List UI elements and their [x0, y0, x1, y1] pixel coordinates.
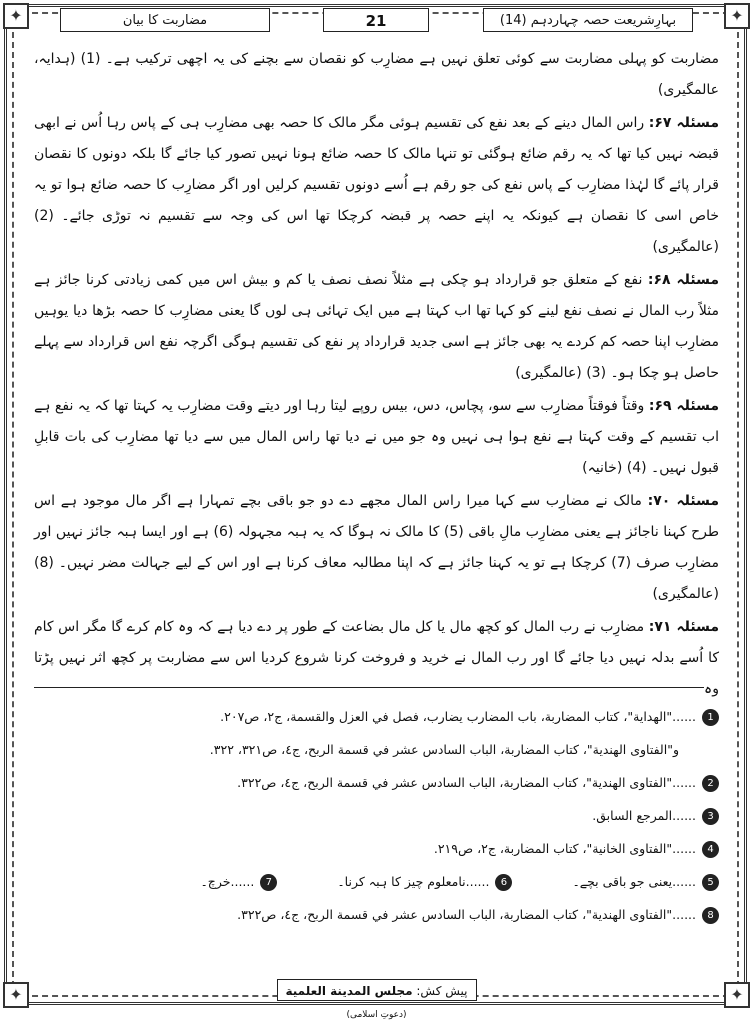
footnote: 7......خرچ۔: [200, 865, 277, 898]
corner-ornament-icon: ✦: [724, 3, 750, 29]
paragraph: مسئلہ ۶۹: وقتاً فوقتاً مضارِب سے سو، پچاس، دس، بیس روپے لیتا رہا اور دیتے وقت مضارِب یہ کہتا تھا کہ یہ نفع ہے اب تقسیم کے وقت کہتا ہے نفع ہوا ہی نہیں وہ جو میں نے دیا تھا راس المال میں سے دیا تھا مضارِب کی بات قابلِ قبول نہیں۔ (4) (خانیہ): [34, 398, 720, 476]
paragraph: مسئلہ ۶۷: راس المال دینے کے بعد نفع کی تقسیم ہوئی مگر مالک کا حصہ بھی مضارِب ہی کے پاس رہا اُس نے ابھی قبضہ نہیں کیا تھا کہ یہ رقم ضائع ہوگئی تو تنہا مالک کا حصہ ضائع ہونا نہیں تصور کیا جائے گا بلکہ دونوں کا نقصان قرار پائے گا لہٰذا مضارِب کے پاس نفع کی جو رقم ہے اُسے دونوں تقسیم کرلیں اور اگر مضارِب کا حصہ ضائع ہوا تو یہ خاص اسی کا نقصان ہے کیونکہ یہ اپنے حصہ پر قبضہ کرچکا تھا اس کی وجہ سے تقسیم نہ توڑی جائے۔ (2) (عالمگیری): [34, 115, 719, 255]
masala-label: مسئلہ ۶۸:: [647, 272, 719, 288]
book-title: بہارِشریعت حصہ چہاردہم (14): [483, 8, 693, 32]
footnote: 2......"الفتاوى الهندية"، كتاب المضاربة، الباب السادس عشر في قسمة الربح، ج٤، ص٣٢٢.: [34, 766, 719, 799]
corner-ornament-icon: ✦: [724, 982, 750, 1008]
footnotes: [34, 700, 719, 931]
paragraph: مسئلہ ۷۱: مضارِب نے رب المال کو کچھ مال یا کل مال بضاعت کے طور پر دے دیا ہے کہ وہ کام کرے گا مگر اس کام کا اُسے بدلہ نہیں دیا جائے گا اور رب المال نے خرید و فروخت کرنا شروع کردیا اس سے مضاربت پر کچھ اثر نہیں پڑتا وہ: [34, 619, 719, 697]
corner-ornament-icon: ✦: [3, 982, 29, 1008]
masala-label: مسئلہ ۷۰:: [647, 493, 720, 509]
main-text: [34, 44, 719, 705]
footnote: 4......"الفتاوى الخانية"، كتاب المضاربة، ج٢، ص٢١٩.: [34, 832, 719, 865]
chapter-title: مضاربت کا بیان: [60, 8, 270, 32]
masala-label: مسئلہ ۶۷:: [648, 115, 719, 131]
paragraph: مضاربت کو پہلی مضاربت سے کوئی تعلق نہیں ہے مضارِب کو نقصان سے بچنے کی یہ اچھی ترکیب ہے۔ (1) (ہدایہ، عالمگیری): [34, 51, 719, 98]
masala-label: مسئلہ ۶۹:: [648, 398, 720, 414]
footnote: 8......"الفتاوى الهندية"، كتاب المضاربة، الباب السادس عشر في قسمة الربح، ج٤، ص٣٢٢.: [34, 898, 719, 931]
masala-label: مسئلہ ۷۱:: [648, 619, 719, 635]
footnote: 3......المرجع السابق.: [34, 799, 719, 832]
footnote: و"الفتاوى الهندية"، كتاب المضاربة، الباب السادس عشر في قسمة الربح، ج٤، ص٣٢١، ٣٢٢.: [209, 742, 679, 757]
corner-ornament-icon: ✦: [3, 3, 29, 29]
footnote: 1......"الهداية"، كتاب المضاربة، باب المضارب يضارب، فصل في العزل والقسمة، ج٢، ص٢٠٧.: [34, 700, 719, 733]
footnote-row: [34, 865, 719, 898]
organization-name: مجلس المدينة العلمية: [285, 984, 413, 998]
paragraph: مسئلہ ۶۸: نفع کے متعلق جو قرارداد ہو چکی ہے مثلاً نصف نصف یا کم و بیش اس میں کمی زیادتی کرنا جائز ہے مثلاً رب المال نے نصف نفع لینے کو کہا تھا اب کہتا ہے میں ایک تہائی ہی لوں گا یعنی مضارِب کا حصہ بڑھا دیا یوہیں مضارِب اپنا حصہ کم کردے یہ بھی جائز ہے اسی جدید قرارداد پر نفع کی تقسیم ہوگی اگرچہ نفع اس قرارداد سے پہلے حاصل ہو چکا ہو۔ (3) (عالمگیری): [34, 272, 719, 381]
footnote: 5......یعنی جو باقی بچے۔: [572, 865, 719, 898]
publisher-footer: پیش کش: مجلس المدينة العلمية (دعوتِ اسلامی): [277, 979, 477, 1001]
footnote-divider: [34, 687, 704, 688]
footnote: 6......نامعلوم چیز کا ہبہ کرنا۔: [337, 865, 512, 898]
paragraph: مسئلہ ۷۰: مالک نے مضارِب سے کہا میرا راس المال مجھے دے دو جو باقی بچے تمہارا ہے اگر مال موجود ہے اس طرح کہنا ناجائز ہے یعنی مضارِب مالِ باقی (5) کا مالک نہ ہوگا کہ یہ ہبہ مجہولہ (6) ہے اور ایسا ہبہ جائز نہیں اور مضارِب صرف (7) کرچکا ہے تو یہ کہنا جائز ہے کہ اپنا مطالبہ معاف کرنا ہے اور اس کے لیے جہالت مضر نہیں۔ (8) (عالمگیری): [34, 493, 720, 602]
page-number: 21: [323, 8, 429, 32]
page-header: [60, 8, 693, 34]
